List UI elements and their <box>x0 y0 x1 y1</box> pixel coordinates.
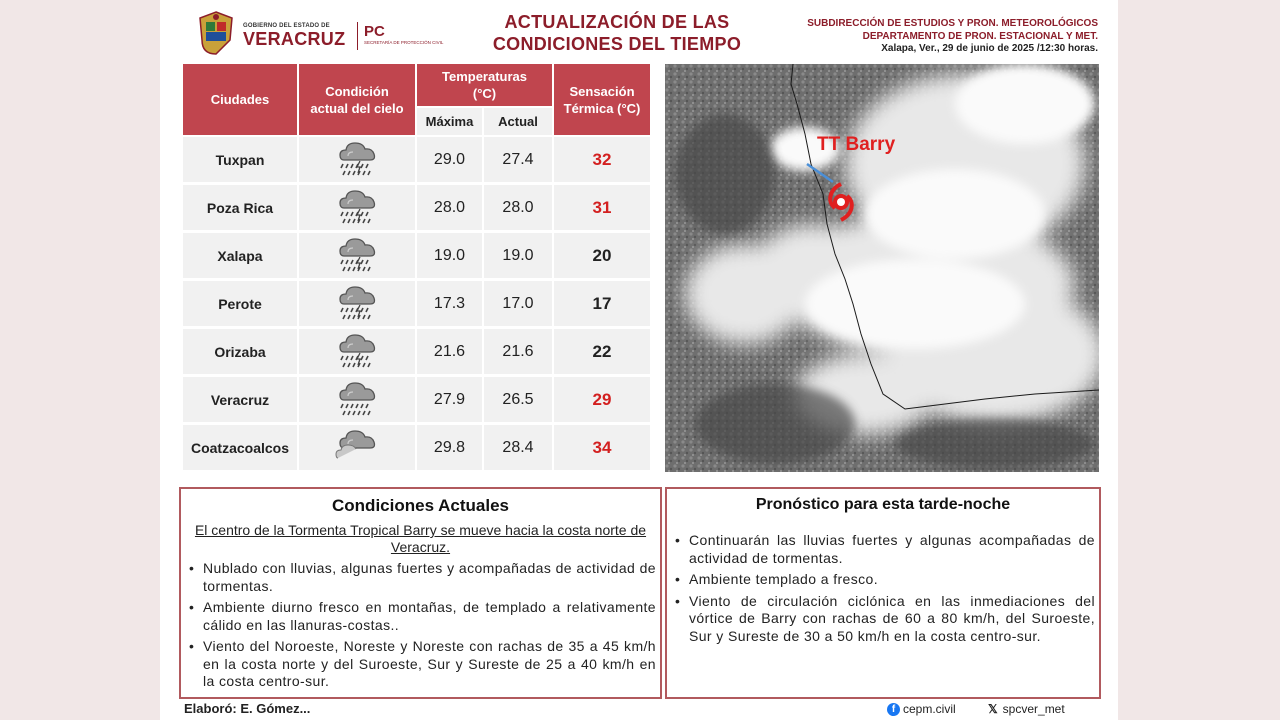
temp-max: 27.9 <box>417 377 482 422</box>
condition-cell <box>299 377 415 422</box>
sensation-value: 29 <box>554 377 650 422</box>
bullet-icon: • <box>675 592 681 609</box>
temp-max: 17.3 <box>417 281 482 326</box>
forecast-item-text: Ambiente templado a fresco. <box>689 571 879 587</box>
forecast-list <box>667 532 1099 645</box>
condition-cell <box>299 185 415 230</box>
current-item <box>187 560 656 595</box>
header-condition: Condición actual del cielo <box>299 64 415 135</box>
state-seal-icon <box>196 10 236 56</box>
current-conditions-list <box>181 560 660 691</box>
temp-actual: 19.0 <box>484 233 552 278</box>
table-row <box>183 377 650 425</box>
current-item <box>187 599 656 634</box>
temp-actual: 28.4 <box>484 425 552 470</box>
forecast-item <box>673 532 1095 567</box>
table-row <box>183 425 650 473</box>
table-row <box>183 329 650 377</box>
issue-date: Xalapa, Ver., 29 de junio de 2025 /12:30 horas. <box>881 43 1098 54</box>
facebook-icon: f <box>887 703 900 716</box>
temp-actual: 27.4 <box>484 137 552 182</box>
sensation-value: 34 <box>554 425 650 470</box>
header-actual: Actual <box>484 108 552 135</box>
thunderstorm-rain-icon <box>332 136 382 183</box>
temp-max: 29.0 <box>417 137 482 182</box>
storm-label: TT Barry <box>817 134 896 155</box>
city-name: Poza Rica <box>183 185 297 230</box>
condition-cell <box>299 137 415 182</box>
condition-cell <box>299 233 415 278</box>
current-item-text: Viento del Noroeste, Noreste y Noreste con rachas de 35 a 45 km/h en la costa norte y del Suroeste, Sur y Sureste de 25 a 40 km/h en la costa centro-sur. <box>203 638 656 689</box>
forecast-title: Pronóstico para esta tarde-noche <box>755 496 1011 513</box>
header-cities: Ciudades <box>183 64 297 135</box>
bullet-icon: • <box>189 560 195 576</box>
temp-max: 28.0 <box>417 185 482 230</box>
table-row <box>183 137 650 185</box>
logo-divider <box>357 22 358 50</box>
city-name: Xalapa <box>183 233 297 278</box>
temp-actual: 17.0 <box>484 281 552 326</box>
rain-cloud-icon <box>332 376 382 423</box>
temp-actual: 26.5 <box>484 377 552 422</box>
thunderstorm-rain-icon <box>332 232 382 279</box>
bullet-icon: • <box>189 638 195 654</box>
current-conditions-title: Condiciones Actuales <box>332 496 509 515</box>
sensation-value: 20 <box>554 233 650 278</box>
bulletin-sheet <box>160 0 1118 720</box>
logo-pc-subtext: SECRETARÍA DE PROTECCIÓN CIVIL <box>364 40 444 45</box>
sensation-value: 17 <box>554 281 650 326</box>
forecast-item <box>673 593 1095 646</box>
forecast-box <box>665 487 1101 699</box>
thunderstorm-rain-icon <box>332 184 382 231</box>
x-handle[interactable] <box>988 702 1065 716</box>
bullet-icon: • <box>675 571 681 587</box>
sensation-value: 32 <box>554 137 650 182</box>
x-handle-text: spcver_met <box>1002 702 1065 716</box>
thunderstorm-rain-icon <box>332 280 382 327</box>
sensation-value: 31 <box>554 185 650 230</box>
bullet-icon: • <box>189 599 195 615</box>
bullet-icon: • <box>675 532 681 548</box>
bulletin-title <box>472 11 762 55</box>
forecast-item <box>673 571 1095 589</box>
current-conditions-box <box>179 487 662 699</box>
city-name: Orizaba <box>183 329 297 374</box>
x-logo-icon: 𝕏 <box>988 702 998 716</box>
current-item <box>187 638 656 691</box>
forecast-item-text: Viento de circulación ciclónica en las inmediaciones del vórtice de Barry con rachas de 60 a 80 km/h, del Suroeste, Sur y Sureste de 30 a 50 km/h en la costa centro-sur. <box>689 592 1095 644</box>
city-name: Coatzacoalcos <box>183 425 297 470</box>
header-sensation: Sensación Térmica (°C) <box>554 64 650 135</box>
temp-actual: 21.6 <box>484 329 552 374</box>
title-line-1: ACTUALIZACIÓN DE LAS <box>504 12 730 32</box>
cloudy-icon <box>332 424 382 471</box>
facebook-handle[interactable] <box>887 702 956 716</box>
city-name: Veracruz <box>183 377 297 422</box>
facebook-handle-text: cepm.civil <box>903 702 956 716</box>
table-row <box>183 281 650 329</box>
satellite-map <box>665 64 1099 472</box>
forecast-item-text: Continuarán las lluvias fuertes y algunas acompañadas de actividad de tormentas. <box>689 532 1095 566</box>
condition-cell <box>299 281 415 326</box>
temp-max: 19.0 <box>417 233 482 278</box>
author-credit: Elaboró: E. Gómez... <box>184 701 311 716</box>
current-item-text: Nublado con lluvias, algunas fuertes y acompañadas de actividad de tormentas. <box>203 560 656 594</box>
sensation-value: 22 <box>554 329 650 374</box>
issuer-block <box>807 18 1098 56</box>
current-item-text: Ambiente diurno fresco en montañas, de templado a relativamente cálido en las llanuras-costas.. <box>203 599 656 633</box>
city-name: Perote <box>183 281 297 326</box>
temp-actual: 28.0 <box>484 185 552 230</box>
title-line-2: CONDICIONES DEL TIEMPO <box>492 34 742 54</box>
header-temperatures: Temperaturas (°C) <box>417 64 552 106</box>
condition-cell <box>299 329 415 374</box>
table-row <box>183 185 650 233</box>
veracruz-logo <box>196 10 444 58</box>
condition-cell <box>299 425 415 470</box>
logo-gov-text: GOBIERNO DEL ESTADO DE <box>243 23 330 29</box>
issuer-line-1: SUBDIRECCIÓN DE ESTUDIOS Y PRON. METEOROLÓGICOS <box>807 18 1098 29</box>
table-row <box>183 233 650 281</box>
city-name: Tuxpan <box>183 137 297 182</box>
issuer-line-2: DEPARTAMENTO DE PRON. ESTACIONAL Y MET. <box>862 30 1098 42</box>
temp-max: 29.8 <box>417 425 482 470</box>
current-conditions-lead: El centro de la Tormenta Tropical Barry se mueve hacia la costa norte de Veracruz. <box>194 522 647 555</box>
logo-state-text: VERACRUZ <box>243 29 346 49</box>
weather-table <box>183 64 650 472</box>
header-max: Máxima <box>417 108 482 135</box>
temp-max: 21.6 <box>417 329 482 374</box>
thunderstorm-rain-icon <box>332 328 382 375</box>
logo-pc-text: PC <box>364 23 385 40</box>
satellite-image <box>665 64 1099 472</box>
